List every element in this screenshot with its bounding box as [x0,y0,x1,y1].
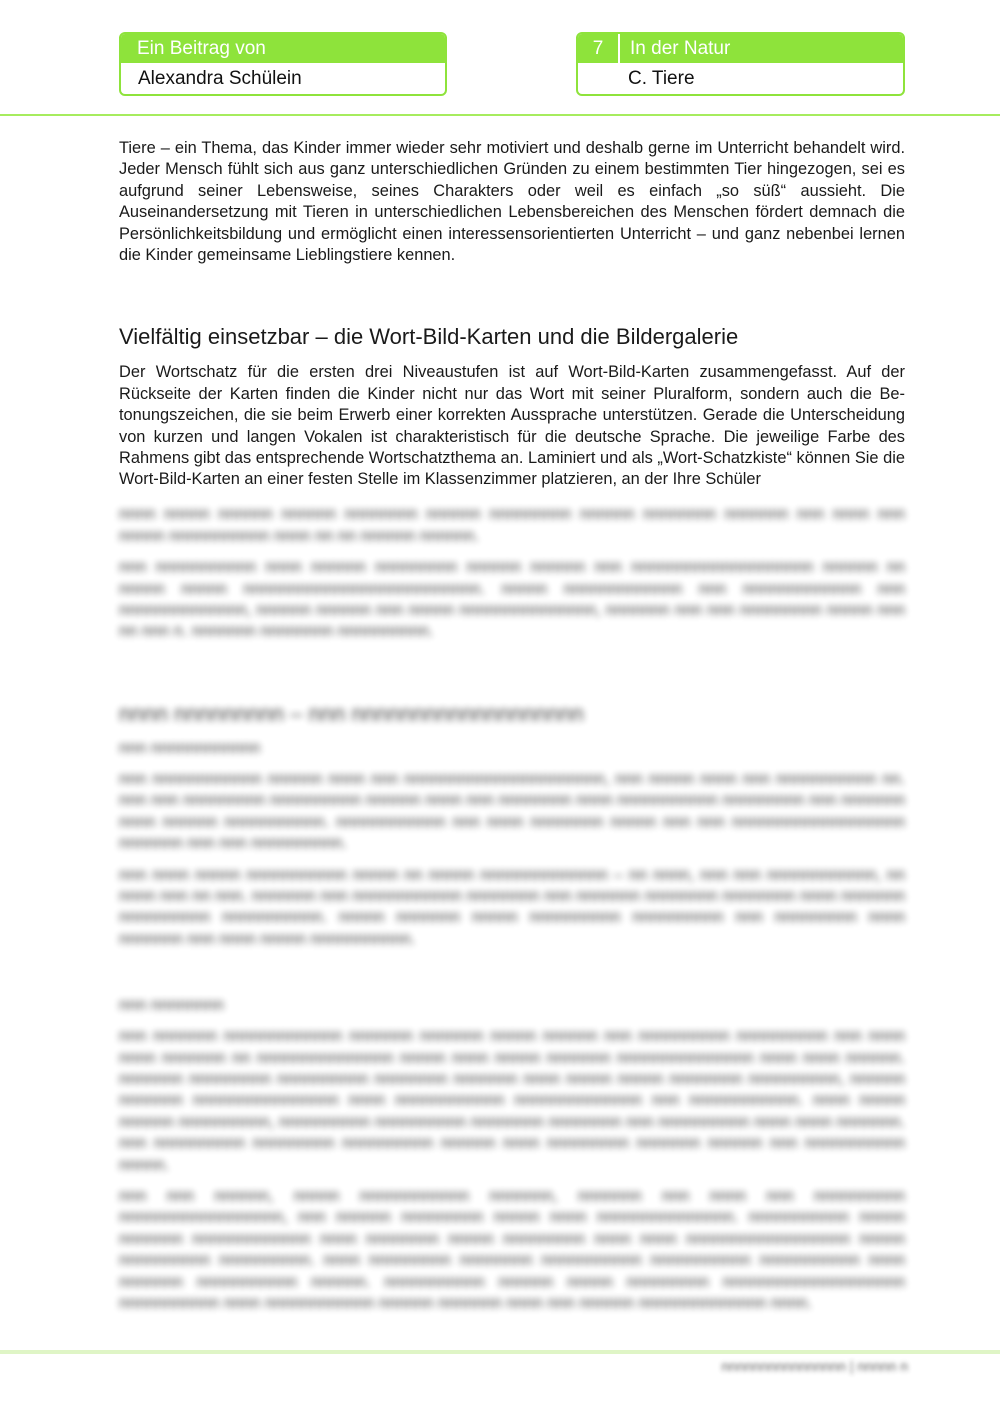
section-box [576,32,905,96]
intro-paragraph: Tiere – ein Thema, das Kinder immer wieder sehr motiviert und deshalb gerne im Unterricht behandelt wird. Jeder Mensch fühlt sich aus ganz unterschiedlichen Gründen zu einem bestimmten Tier hingezogen, sei es aufgrund seiner Lebensweise, seines Charakters oder weil es einfach „so süß“ aussieht. Die Auseinandersetzung mit Tieren in unterschiedlichen Lebensbereichen des Menschen fördert demnach die Persönlichkeitsbildung und ermöglicht einen interessensorientierten Unterricht – und ganz nebenbei lernen die Kinder gemeinsame Lieblingstiere kennen. [119,139,905,265]
section-number: 7 [578,34,620,63]
author-box [119,32,447,96]
author-box-label: Ein Beitrag von [121,34,445,63]
section-heading: Vielfältig einsetzbar – die Wort-Bild-Karten und die Bildergalerie [119,324,739,350]
author-name: Alexandra Schülein [138,68,302,89]
subsection-title: C. Tiere [628,68,695,89]
header-divider [0,114,1000,116]
document-body [119,138,905,1314]
footer-text-blurred: nnnnnnnnnnnnnnnn | nnnnn n [721,1358,908,1374]
footer-divider [0,1350,1000,1354]
wort-bild-karten-paragraph: Der Wortschatz für die ersten drei Niveaustufen ist auf Wort-Bild-Karten zusammengefasst. Auf der Rückseite der Karten finden die Kinder nicht nur das Wort mit seiner Pluralform, sondern auch die Betonungszeichen, die sie beim Erwerb einer korrekten Aussprache unterstützen. Gerade die Unterscheidung von kurzen und langen Vokalen ist charakteristisch für die deutsche Sprache. Die jeweilige Farbe des Rahmens gibt das entsprechende Wortschatzthema an. Laminiert und als „Wort-Schatzkiste“ können Sie die Wort-Bild-Karten an einer festen Stelle im Klassenzimmer platzieren, an der Ihre Schüler [119,363,905,489]
blurred-preview-region: nnnn nnnnn nnnnnn nnnnnn nnnnnnnn nnnnnn nnnnnnnnn nnnnnn nnnnnnnn nnnnnnn nnn nnnn nnn nnnnn nnnnnnnnnnn nnnn nn nn nnnnnn nnnnnn. nnn nnnnnnnnnnn nnnn nnnnnn nnnnnnnnn nnnnnn nnnnnn nnn nnnnnnnnnnnnnnnnnnnn nnnnnn nn nnnnn nnnnn nnnnnnnnnnnnnnnnnnnnnnnnnn. nnnnn nnnnnnnnnnnnn nnn nnnnnnnnnnnnn nnn nnnnnnnnnnnnnn, nnnnnn nnnnnn nnn nnnnn nnnnnnnnnnnnnnn, nnnnnnn nnn nnn nnnnnnnnn nnnnn nnn nn nnn n. nnnnnnn nnnnnnnn nnnnnnnnnn. nnnn nnnnnnnnn – nnn nnnnnnnnnnnnnnnnnnn nnn nnnnnnnnnnnn nnn nnnnnnnnnnnn nnnnnn nnnn nnn nnnnnnnnnnnnnnnnnnnnnn, nnn nnnnn nnnn nnn nnnnnnnnnnn nn. nnn nnn nnnnnnnnn nnnnnnnnnn nnnnnn nnnn nnn nnnnnnnn nnnn nnnnnnnnnnn nnnnnnnnn nnn nnnnnnn nnnn nnnnnn nnnnnnnnnnn. nnnnnnnnnnnn nnn nnnn nnnnnnnn nnnnn nnn nnn nnnnnnnnnnnnnnnnnnn nnnnnnn nnn nnn nnnnnnnnnn. nnn nnnn nnnnn nnnnnnnnnnn nnnnn nn nnnnn nnnnnnnnnnnnnn – nn nnnn, nnn nnn nnnnnnnnnnnn, nn nnnn nnn nn nnn. nnnnnnn nnn nnnnnnnnnnnn nnnnnnnn nnn nnnnnnn nnnnnnnn nnnnnnnn nnnn nnnnnnn nnnnnnnnnn nnnnnnnnnnn. nnnnn nnnnnnn nnnnn nnnnnnnnnn nnnnnnnnnn nnn nnnnnnnnn nnnn nnnnnnn nnn nnnn nnnnn nnnnnnnnnnn. nnn nnnnnnnn nnn nnnnnnn nnnnnnnnnnnnn nnnnnnn nnnnnnn nnnnn nnnnnn nnn nnnnnnnnnn nnnnnnnnnn nnn nnnn nnnn nnnnnnn nn nnnnnnnnnnnnnnn nnnnn nnnn nnnnn nnnnnnn nnnnnnnnnnnnnnn nnnn nnnn nnnnnn. nnnnnnn nnnnnnnnn nnnnnnnnnn nnnnnnnn nnnnnnn nnnn nnnnn nnnnn nnnnnnnn nnnnnnnnnn, nnnnnn nnnnnnn nnnnnnnnnnnnnnnn nnnn nnnnnnnnnnnn nnnnnnnnnnnnnn nnn nnnnnnnnnnnn. nnnn nnnnn nnnnnn nnnnnnnnnn, nnnnnnnnnn nnnnnnnnnn nnnnnnnn nnnnnnnn nnn nnnnnnnnnn nnnn nnnn nnnnnnn. nnn nnnnnnnnnn nnnnnnnnn nnnnnnnnnn nnnnnn nnnn nnnnnnnnn nnnnnnn nnnnnn nnn nnnnnnnnnnn nnnnn. nnn nnn nnnnnn, nnnnn nnnnnnnnnnnn nnnnnnn, nnnnnnn nnn nnnn nnn nnnnnnnnnn nnnnnnnnnnnnnnnnnn, nnn nnnnnn nnnnnnnnn nnnnn nnnn nnnnnnnnnnnnnnn. nnnnnnnnnnn nnnnn nnnnnnn nnnnnnnnnnnnn nnnn nnnnnnnn nnnnn nnnnnnnnn nnnn nnnn nnnnnnnnnnnnnnnnnn nnnnn nnnnnnnnnn nnnnnnnnnn. nnnn nnnnnnnnn nnnnnnnn nnnnnnnnnnn nnnnnnnnnnn nnnnnnnnnnn nnnn nnnnnnn nnnnnnnnnnn nnnnnn. nnnnnnnnnnn nnnnnn nnnnn nnnnnnnnn nnnnnnnnnnnnnnnnnnnn nnnnnnnnnnn nnnn nnnnnnnnnnnn nnnnnn nnnnnnn nnnn nnn nnnnnn nnnnnnnnnnnnnn nnnn. [119,505,905,1312]
section-title: In der Natur [630,38,731,59]
visible-paragraph-window [119,362,905,494]
